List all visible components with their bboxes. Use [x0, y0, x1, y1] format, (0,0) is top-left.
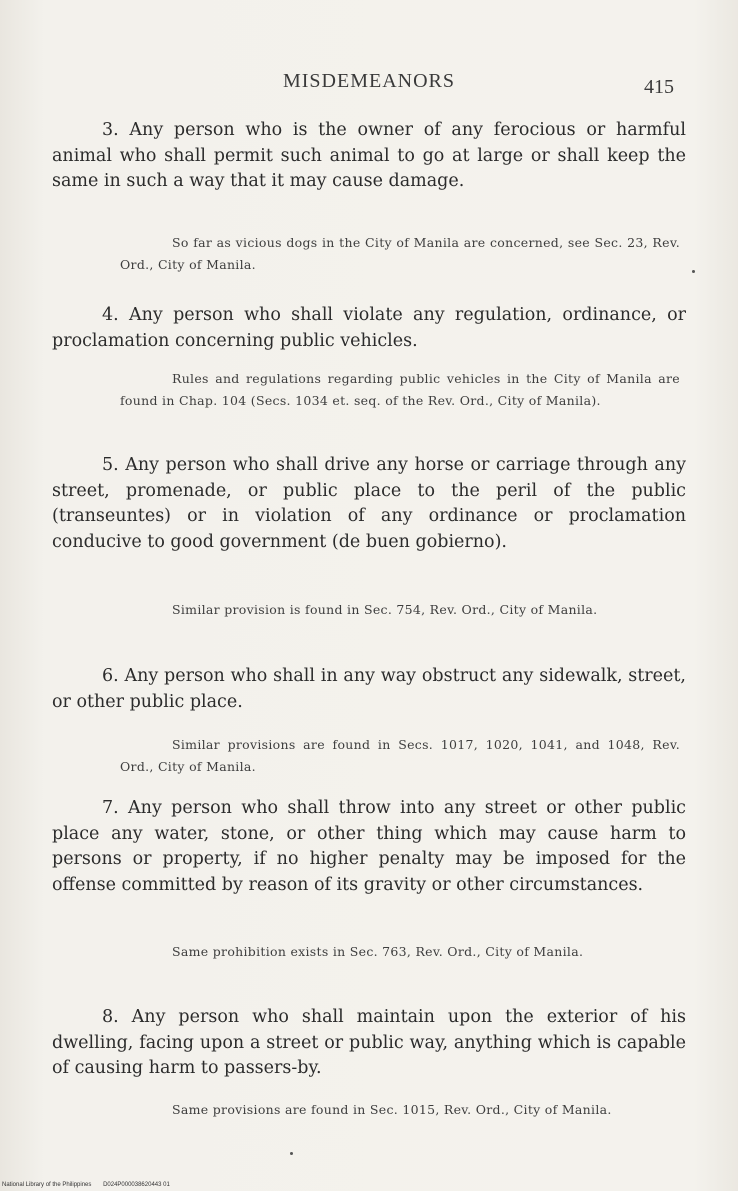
- paragraph-4: [52, 303, 686, 354]
- item-text: Any person who shall maintain upon the exterior of his dwelling, facing upon a street or public way, anything which is capable of causing harm to passers-by.: [52, 1007, 686, 1078]
- note-text: So far as vicious dogs in the City of Manila are concerned, see Sec. 23, Rev. Ord., City of Manila.: [120, 235, 680, 272]
- item-text: Any person who is the owner of any ferocious or harmful animal who shall permit such animal to go at large or shall keep the same in such a way that it may cause damage.: [52, 120, 686, 191]
- item-number: 3.: [102, 120, 119, 140]
- item-text: Any person who shall drive any horse or carriage through any street, promenade, or public place to the peril of the public (transeuntes) or in violation of any ordinance or proclamation conducive to good government (de buen gobierno).: [52, 455, 686, 552]
- item-text: Any person who shall throw into any street or other public place any water, stone, or other thing which may cause harm to persons or property, if no higher penalty may be imposed for the offense committed by reason of its gravity or other circumstances.: [52, 798, 686, 895]
- item-text: Any person who shall violate any regulation, ordinance, or proclamation concerning public vehicles.: [52, 305, 686, 351]
- item-text: Any person who shall in any way obstruct any sidewalk, street, or other public place.: [52, 666, 686, 712]
- paragraph-7: [52, 796, 686, 898]
- item-number: 6.: [102, 666, 119, 686]
- print-speck: [290, 1152, 293, 1155]
- note-6: [120, 734, 680, 778]
- paragraph-8: [52, 1005, 686, 1082]
- print-speck: [692, 270, 695, 273]
- item-number: 7.: [102, 798, 119, 818]
- note-text: Similar provisions are found in Secs. 1017, 1020, 1041, and 1048, Rev. Ord., City of Manila.: [120, 737, 680, 774]
- footer-code: D024P000038620443 01: [103, 1182, 170, 1188]
- scan-footer: [2, 1182, 180, 1188]
- note-text: Same provisions are found in Sec. 1015, Rev. Ord., City of Manila.: [172, 1102, 612, 1117]
- item-number: 4.: [102, 305, 119, 325]
- note-5: [120, 599, 680, 621]
- paragraph-5: [52, 453, 686, 555]
- running-head: MISDEMEANORS: [282, 70, 456, 92]
- item-number: 8.: [102, 1007, 119, 1027]
- paragraph-3: [52, 118, 686, 195]
- note-4: [120, 368, 680, 412]
- footer-library: National Library of the Philippines: [2, 1182, 92, 1188]
- note-8: [120, 1099, 680, 1121]
- note-3: [120, 232, 680, 276]
- page-number: 415: [644, 76, 674, 98]
- paragraph-6: [52, 664, 686, 715]
- item-number: 5.: [102, 455, 119, 475]
- note-text: Rules and regulations regarding public vehicles in the City of Manila are found in Chap. 104 (Secs. 1034 et. seq. of the Rev. Ord., City of Manila).: [120, 371, 680, 408]
- note-text: Same prohibition exists in Sec. 763, Rev. Ord., City of Manila.: [172, 944, 584, 959]
- note-7: [120, 941, 680, 963]
- note-text: Similar provision is found in Sec. 754, Rev. Ord., City of Manila.: [172, 602, 598, 617]
